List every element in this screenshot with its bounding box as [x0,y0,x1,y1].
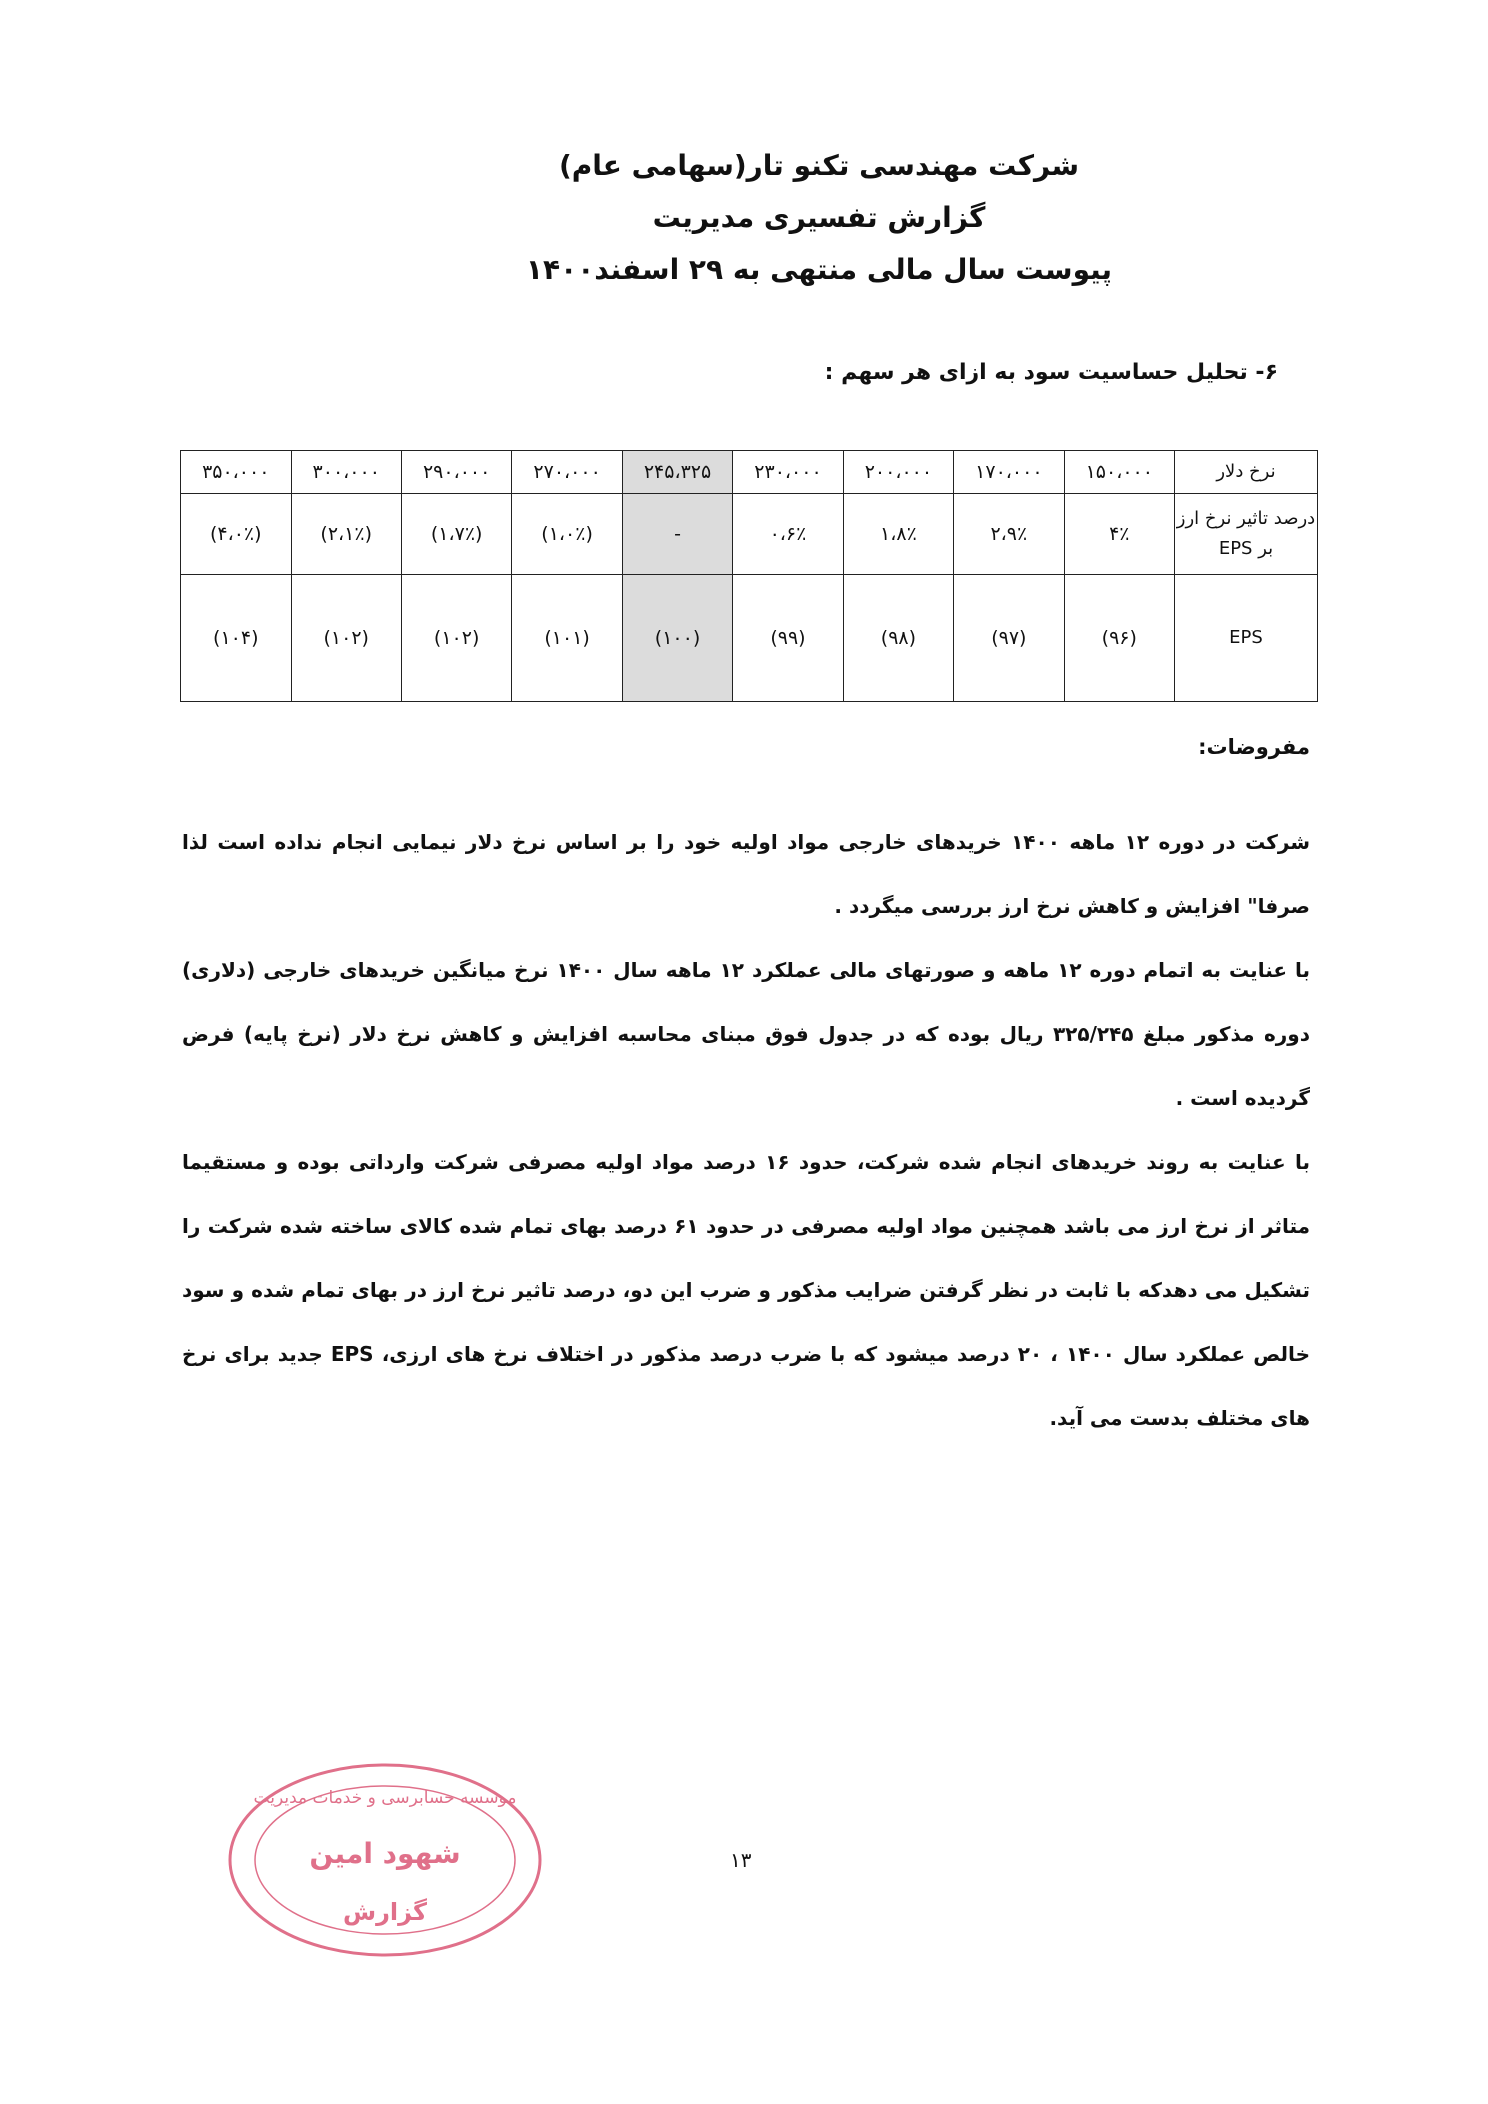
rate-cell-base: ۲۴۵،۳۲۵ [622,451,732,494]
section-title: ۶- تحلیل حساسیت سود به ازای هر سهم : [824,360,1278,385]
eps-cell-base: (۱۰۰) [622,575,732,702]
impact-cell: ۴٪ [1064,494,1174,575]
row-label-rate: نرخ دلار [1175,451,1318,494]
table-row-eps [181,575,1318,702]
eps-cell: (۱۰۱) [512,575,622,702]
auditor-stamp [220,1755,550,1965]
rate-cell: ۲۳۰،۰۰۰ [733,451,843,494]
impact-cell: (۱،۷٪) [401,494,511,575]
impact-cell: (۴،۰٪) [181,494,292,575]
report-period: پیوست سال مالی منتهی به ۲۹ اسفند۱۴۰۰ [525,253,1113,286]
table-row-rate [181,451,1318,494]
eps-cell: (۹۶) [1064,575,1174,702]
impact-cell: ۲،۹٪ [954,494,1064,575]
impact-cell-base: - [622,494,732,575]
rate-cell: ۱۷۰،۰۰۰ [954,451,1064,494]
rate-cell: ۲۷۰،۰۰۰ [512,451,622,494]
impact-cell: (۲،۱٪) [291,494,401,575]
eps-cell: (۹۹) [733,575,843,702]
eps-cell: (۹۸) [843,575,953,702]
eps-cell: (۱۰۲) [291,575,401,702]
paragraph: با عنایت به اتمام دوره ۱۲ ماهه و صورتهای مالی عملکرد ۱۲ ماهه سال ۱۴۰۰ نرخ میانگین خریدهای خارجی (دلاری) دوره مذکور مبلغ ۳۲۵/۲۴۵ ریال بوده که در جدول فوق مبنای محاسبه افزایش و کاهش نرخ دلار (نرخ پایه) فرض گردیده است . [182,958,1310,1110]
company-name: شرکت مهندسی تکنو تار(سهامی عام) [558,149,1080,182]
page-number: ۱۳ [730,1848,752,1872]
rate-cell: ۳۰۰،۰۰۰ [291,451,401,494]
eps-cell: (۱۰۲) [401,575,511,702]
row-label-eps: EPS [1175,575,1318,702]
stamp-text-top: موسسه حسابرسی و خدمات مدیریت [253,1788,517,1808]
report-title: گزارش تفسیری مدیریت [652,201,986,234]
eps-cell: (۹۷) [954,575,1064,702]
impact-cell: ۰،۶٪ [733,494,843,575]
report-header [0,140,1488,296]
stamp-text-mid: شهود امین [309,1837,461,1870]
paragraph: با عنایت به روند خریدهای انجام شده شرکت، حدود ۱۶ درصد مواد اولیه مصرفی شرکت وارداتی بوده و مستقیما متاثر از نرخ ارز می باشد همچنین مواد اولیه مصرفی در حدود ۶۱ درصد بهای تمام شده کالای ساخته شده شرکت را تشکیل می دهدکه با ثابت در نظر گرفتن ضرایب مذکور و ضرب این دو، درصد تاثیر نرخ ارز در بهای تمام شده و سود خالص عملکرد سال ۱۴۰۰ ، ۲۰ درصد میشود که با ضرب درصد مذکور در اختلاف نرخ های ارزی، EPS جدید برای نرخ های مختلف بدست می آید. [182,1150,1311,1430]
paragraph: شرکت در دوره ۱۲ ماهه ۱۴۰۰ خریدهای خارجی مواد اولیه خود را بر اساس نرخ دلار نیمایی انجام نداده است لذا صرفا" افزایش و کاهش نرخ ارز بررسی میگردد . [182,830,1310,918]
impact-cell: (۱،۰٪) [512,494,622,575]
rate-cell: ۳۵۰،۰۰۰ [181,451,292,494]
rate-cell: ۲۹۰،۰۰۰ [401,451,511,494]
impact-cell: ۱،۸٪ [843,494,953,575]
row-label-impact: درصد تاثیر نرخ ارز بر EPS [1175,494,1318,575]
eps-cell: (۱۰۴) [181,575,292,702]
rate-cell: ۲۰۰،۰۰۰ [843,451,953,494]
rate-cell: ۱۵۰،۰۰۰ [1064,451,1174,494]
table-row-impact [181,494,1318,575]
stamp-text-bottom: گزارش [342,1898,428,1926]
assumptions-title: مفروضات: [1198,735,1310,759]
sensitivity-table [180,450,1318,702]
